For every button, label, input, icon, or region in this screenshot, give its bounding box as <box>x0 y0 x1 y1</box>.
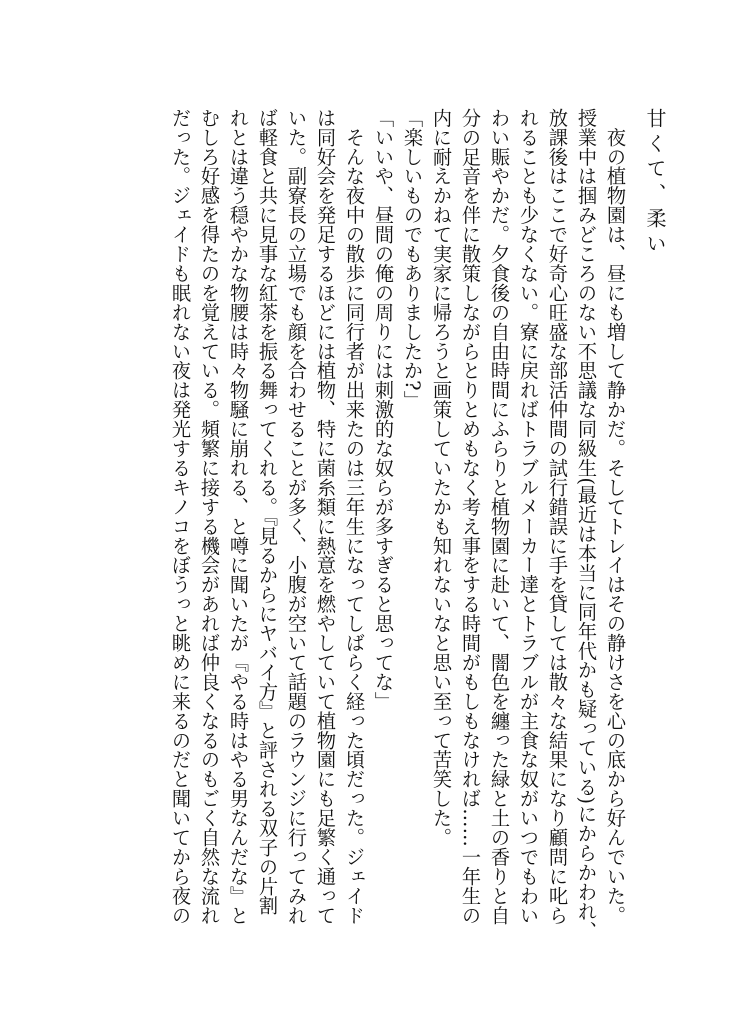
body-line: 内に耐えかねて実家に帰ろうと画策していたかも知れないなと思い至って苦笑した。 <box>430 108 453 848</box>
body-line: ば軽食と共に見事な紅茶を振る舞ってくれる。『見るからにヤバイ方』と評される双子の片割 <box>256 108 279 916</box>
body-line: は同好会を発足するほどには植物、特に菌糸類に熱意を燃やしていて植物園にも足繁く通って <box>314 108 337 925</box>
body-line: れとは違う穏やかな物腰は時々物騒に崩れる、と噂に聞いたが『やる時はやる男なんだな』と <box>227 108 250 925</box>
body-line: 分の足音を伴に散策しながらとりとめもなく考え事をする時間がもしもなければ……一年生の <box>459 108 482 925</box>
body-line: いた。副寮長の立場でも顔を合わせることが多く、小腹が空いて話題のラウンジに行ってみれ <box>285 108 308 925</box>
body-line: 授業中は掴みどころのない不思議な同級生(最近は本当に同年代かも疑っている)にからかわれ、 <box>575 108 598 941</box>
body-line: 放課後はここで好奇心旺盛な部活仲間の試行錯誤に手を貸しては散々な結果になり顧問に叱ら <box>546 108 569 925</box>
body-line: そんな夜中の散歩に同行者が出来たのは三年生になってしばらく経った頃だった。ジェイド <box>343 108 366 925</box>
body-line: わい賑やかだ。夕食後の自由時間にふらりと植物園に赴いて、闇色を纏った緑と土の香りと自 <box>488 108 511 925</box>
body-line: 夜の植物園は、昼にも増して静かだ。そしてトレイはその静けさを心の底から好んでいた。 <box>604 108 627 925</box>
body-line: だった。ジェイドも眠れない夜は発光するキノコをぼうっと眺めに来るのだと聞いてから夜の <box>169 108 192 925</box>
body-line: むしろ好感を得たのを覚えている。頻繁に接する機会があれば仲良くなるのもごく自然な流れ <box>198 108 221 925</box>
story-body <box>166 108 630 950</box>
story-title: 甘くて、柔い <box>643 108 667 258</box>
dialogue-line: 「いいや、昼間の俺の周りには刺激的な奴らが多すぎると思ってな」 <box>372 108 395 711</box>
body-line: れることも少なくない。寮に戻ればトラブルメーカー達とトラブルが主食な奴がいつでもわい <box>517 108 540 925</box>
dialogue-line: 「楽しいものでもありましたか?」 <box>401 108 424 411</box>
